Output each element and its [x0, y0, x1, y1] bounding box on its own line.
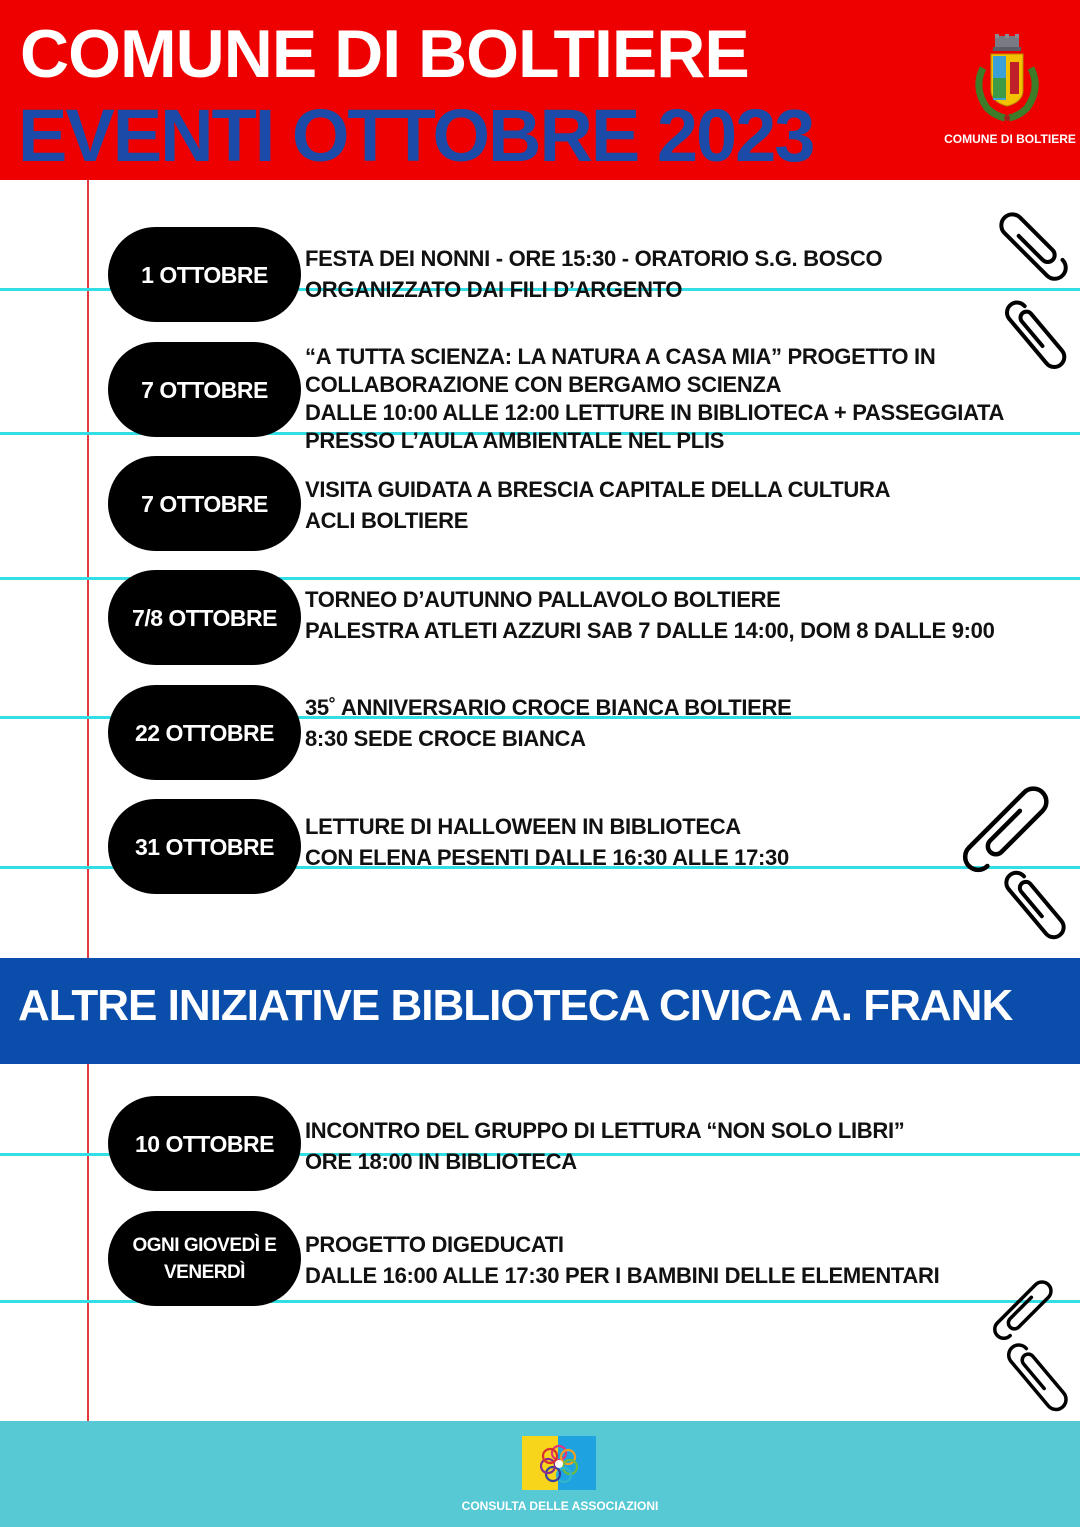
event-line: PROGETTO DIGEDUCATI	[305, 1232, 564, 1257]
event-line: LETTURE DI HALLOWEEN IN BIBLIOTECA	[305, 814, 741, 839]
event-date-pill: 31 OTTOBRE	[108, 799, 301, 894]
section-title: ALTRE INIZIATIVE BIBLIOTECA CIVICA A. FRANK	[18, 981, 1013, 1030]
event-line: PALESTRA ATLETI AZZURI SAB 7 DALLE 14:00, DOM 8 DALLE 9:00	[305, 618, 995, 643]
paperclip-icon	[985, 198, 1075, 288]
event-description	[305, 811, 789, 873]
page-subtitle: EVENTI OTTOBRE 2023	[18, 94, 814, 177]
event-line: VISITA GUIDATA A BRESCIA CAPITALE DELLA CULTURA	[305, 477, 891, 502]
event-date-pill: 1 OTTOBRE	[108, 227, 301, 322]
event-date-pill: 22 OTTOBRE	[108, 685, 301, 780]
event-date-pill: 7 OTTOBRE	[108, 456, 301, 551]
event-description	[305, 474, 890, 536]
event-line: DALLE 10:00 ALLE 12:00 LETTURE IN BIBLIOTECA + PASSEGGIATA	[305, 400, 1005, 425]
event-description	[305, 243, 882, 305]
event-description	[305, 1115, 904, 1177]
margin-line	[87, 180, 89, 958]
paperclip-icon	[998, 1334, 1078, 1422]
event-description	[305, 1229, 939, 1291]
footer-label: CONSULTA DELLE ASSOCIAZIONI	[461, 1499, 659, 1513]
event-line: FESTA DEI NONNI - ORE 15:30 - ORATORIO S.G. BOSCO	[305, 246, 883, 271]
event-line: ACLI BOLTIERE	[305, 508, 469, 533]
event-date-line: VENERDÌ	[164, 1261, 245, 1283]
event-line: 35˚ ANNIVERSARIO CROCE BIANCA BOLTIERE	[305, 695, 792, 720]
event-date-line: OGNI GIOVEDÌ E	[132, 1234, 277, 1256]
consulta-flower-logo-icon	[522, 1436, 596, 1490]
page-title: COMUNE DI BOLTIERE	[20, 16, 749, 92]
paperclip-icon	[995, 860, 1075, 950]
event-line: COLLABORAZIONE CON BERGAMO SCIENZA	[305, 372, 782, 397]
event-line: ORGANIZZATO DAI FILI D’ARGENTO	[305, 277, 683, 302]
event-description	[305, 584, 995, 646]
coat-of-arms-icon	[965, 32, 1049, 124]
event-line: INCONTRO DEL GRUPPO DI LETTURA “NON SOLO LIBRI”	[305, 1118, 905, 1143]
event-description	[305, 343, 1004, 455]
event-line: “A TUTTA SCIENZA: LA NATURA A CASA MIA” PROGETTO IN	[305, 344, 936, 369]
event-date-pill	[108, 1211, 301, 1306]
event-line: DALLE 16:00 ALLE 17:30 PER I BAMBINI DELLE ELEMENTARI	[305, 1263, 940, 1288]
event-line: 8:30 SEDE CROCE BIANCA	[305, 726, 586, 751]
event-line: PRESSO L’AULA AMBIENTALE NEL PLIS	[305, 428, 725, 453]
event-date-pill: 7 OTTOBRE	[108, 342, 301, 437]
crest-label: COMUNE DI BOLTIERE	[944, 132, 1076, 146]
event-line: CON ELENA PESENTI DALLE 16:30 ALLE 17:30	[305, 845, 789, 870]
margin-line	[87, 1064, 89, 1421]
event-date-pill: 7/8 OTTOBRE	[108, 570, 301, 665]
event-date-pill: 10 OTTOBRE	[108, 1096, 301, 1191]
event-line: ORE 18:00 IN BIBLIOTECA	[305, 1149, 577, 1174]
event-line: TORNEO D’AUTUNNO PALLAVOLO BOLTIERE	[305, 587, 781, 612]
paperclip-icon	[995, 288, 1075, 380]
event-description	[305, 692, 792, 754]
